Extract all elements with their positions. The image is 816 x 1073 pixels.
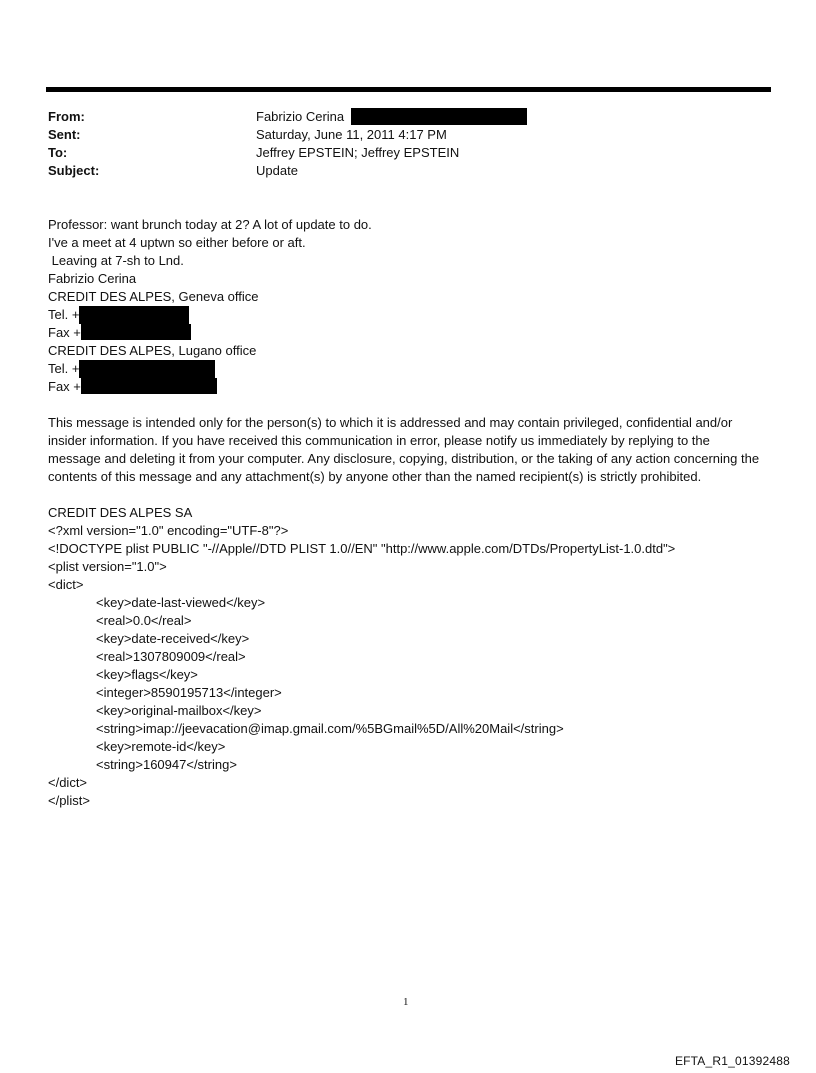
- plist-close-tag: </plist>: [48, 793, 90, 808]
- body-line: Leaving at 7-sh to Lnd.: [48, 253, 184, 268]
- geneva-office: CREDIT DES ALPES, Geneva office: [48, 289, 259, 304]
- redaction-bar: [81, 324, 191, 340]
- plist-entry: <integer>8590195713</integer>: [96, 685, 282, 700]
- plist-entry: <string>160947</string>: [96, 757, 237, 772]
- plist-entry: <key>remote-id</key>: [96, 739, 226, 754]
- plist-entry: <string>imap://jeevacation@imap.gmail.com/%5BGmail%5D/All%20Mail</string>: [96, 721, 564, 736]
- header-rule: [46, 87, 771, 92]
- from-label: From:: [48, 109, 85, 124]
- signature-name: Fabrizio Cerina: [48, 271, 137, 286]
- plist-entry: <key>flags</key>: [96, 667, 198, 682]
- sent-label: Sent:: [48, 127, 81, 142]
- from-value: Fabrizio Cerina: [256, 109, 345, 124]
- dict-close-tag: </dict>: [48, 775, 88, 790]
- sent-row: [48, 126, 748, 144]
- plist-entry: <real>1307809009</real>: [96, 649, 246, 664]
- disclaimer-paragraph: This message is intended only for the person(s) to which it is addressed and may contain privileged, confidential and/or insider information. If you have received this communication in error, please notify us immediately by replying to the message and deleting it from your computer. Any disclosure, copying, distribution, or the taking of any action concerning the contents of this message and any attachment(s) by anyone other than the named recipient(s) is strictly prohibited.: [48, 415, 760, 484]
- geneva-fax: Fax +: [48, 324, 768, 342]
- document-id: EFTA_R1_01392488: [674, 1054, 790, 1068]
- from-row: [48, 108, 748, 126]
- lugano-tel: Tel. +: [48, 360, 768, 378]
- sent-value: Saturday, June 11, 2011 4:17 PM: [256, 127, 447, 142]
- lugano-office: CREDIT DES ALPES, Lugano office: [48, 343, 257, 358]
- plist-entry: <key>original-mailbox</key>: [96, 703, 262, 718]
- plist-entry: <real>0.0</real>: [96, 613, 192, 628]
- subject-value: Update: [256, 163, 298, 178]
- page-number: 1: [403, 996, 409, 1008]
- subject-row: [48, 162, 748, 180]
- lugano-fax: Fax +: [48, 378, 768, 396]
- body-line: Professor: want brunch today at 2? A lot of update to do.: [48, 217, 372, 232]
- geneva-tel: Tel. +: [48, 306, 768, 324]
- redaction-bar: [79, 360, 215, 378]
- plist-xml-declaration: <?xml version="1.0" encoding="UTF-8"?>: [48, 523, 289, 538]
- plist-open-tag: <plist version="1.0">: [48, 559, 167, 574]
- to-row: [48, 144, 748, 162]
- email-header: [48, 108, 748, 180]
- redaction-bar: [81, 378, 217, 394]
- redaction-bar: [79, 306, 189, 324]
- company-name: CREDIT DES ALPES SA: [48, 505, 193, 520]
- to-value: Jeffrey EPSTEIN; Jeffrey EPSTEIN: [256, 145, 460, 160]
- plist-doctype: <!DOCTYPE plist PUBLIC "-//Apple//DTD PLIST 1.0//EN" "http://www.apple.com/DTDs/PropertyList-1.0.dtd">: [48, 541, 676, 556]
- email-body: [48, 216, 768, 810]
- plist-entry: <key>date-received</key>: [96, 631, 250, 646]
- subject-label: Subject:: [48, 163, 100, 178]
- plist-entry: <key>date-last-viewed</key>: [96, 595, 266, 610]
- to-label: To:: [48, 145, 68, 160]
- redaction-bar: [351, 108, 527, 125]
- dict-open-tag: <dict>: [48, 577, 84, 592]
- body-line: I've a meet at 4 uptwn so either before or aft.: [48, 235, 306, 250]
